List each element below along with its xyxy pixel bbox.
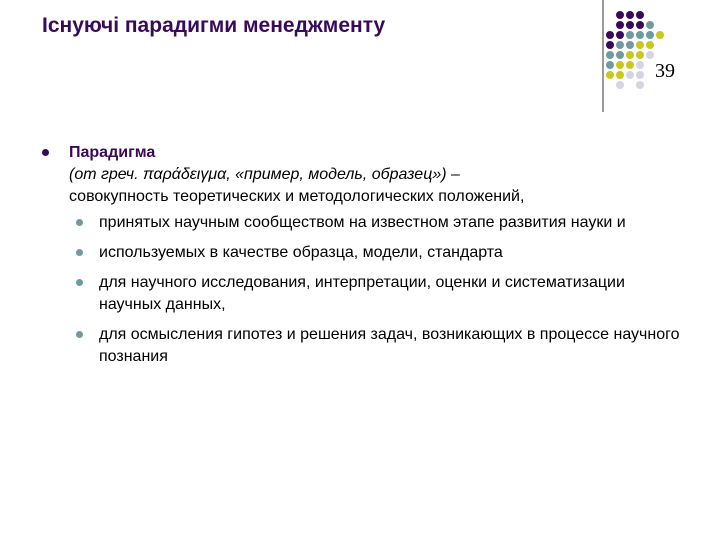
decorative-dot [636, 31, 644, 39]
slide-body [42, 142, 682, 376]
decorative-dot [646, 31, 654, 39]
decorative-dot [626, 71, 634, 79]
page-number: 39 [655, 60, 675, 82]
decorative-dot [606, 61, 614, 69]
divider-line [602, 0, 604, 112]
sub-bullet-item [69, 212, 682, 234]
sub-bullet-icon [76, 219, 83, 226]
sub-item-text: для осмысления гипотез и решения задач, возникающих в процессе научного познания [99, 326, 680, 365]
definition-text: совокупность теоретических и методологических положений, [69, 188, 525, 205]
decorative-dot [636, 81, 644, 89]
sub-item-text: для научного исследования, интерпретации, оценки и систематизации научных данных, [99, 274, 625, 313]
term-heading: Парадигма [69, 144, 156, 161]
sub-item-text: используемых в качестве образца, модели, стандарта [99, 244, 503, 261]
decorative-dot [616, 11, 624, 19]
sub-item-text: принятых научным сообществом на известном этапе развития науки и [99, 214, 626, 231]
decorative-dot [636, 21, 644, 29]
decorative-dot [626, 11, 634, 19]
decorative-dot [636, 11, 644, 19]
sub-bullet-list [42, 212, 682, 368]
decorative-dot [606, 31, 614, 39]
decorative-dot [636, 41, 644, 49]
decorative-dot [646, 51, 654, 59]
decorative-dot [626, 31, 634, 39]
decorative-dot [626, 51, 634, 59]
sub-bullet-icon [76, 331, 83, 338]
sub-bullet-item [69, 272, 682, 316]
decorative-dot [616, 61, 624, 69]
decorative-dot [606, 71, 614, 79]
decorative-dot [646, 21, 654, 29]
decorative-dot [626, 21, 634, 29]
etymology-text: (от греч. παράδειγμα, «пример, модель, образец») – [69, 166, 460, 183]
decorative-dot [606, 41, 614, 49]
slide-title: Існуючі парадигми менеджменту [42, 14, 386, 37]
sub-bullet-item [69, 242, 682, 264]
decorative-dot [656, 31, 664, 39]
sub-bullet-icon [76, 279, 83, 286]
decorative-dot [616, 41, 624, 49]
decorative-dot [616, 31, 624, 39]
bullet-icon [42, 149, 49, 156]
decorative-dot [636, 51, 644, 59]
decorative-dot [646, 41, 654, 49]
sub-bullet-item [69, 324, 682, 368]
decorative-dot [636, 71, 644, 79]
decorative-dot [606, 51, 614, 59]
decorative-dot [616, 71, 624, 79]
decorative-dot [616, 51, 624, 59]
decorative-dot [626, 41, 634, 49]
decorative-dot [636, 61, 644, 69]
main-bullet-item [42, 142, 682, 208]
decorative-dot [616, 21, 624, 29]
sub-bullet-icon [76, 249, 83, 256]
decorative-dot [626, 61, 634, 69]
decorative-dot [616, 81, 624, 89]
